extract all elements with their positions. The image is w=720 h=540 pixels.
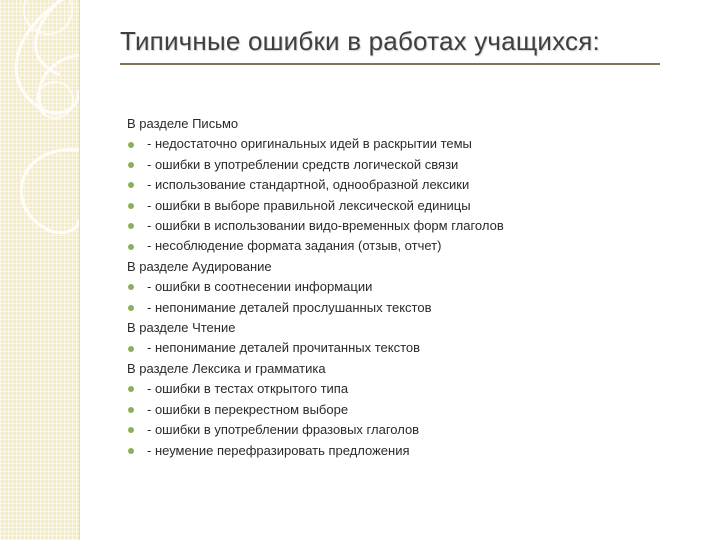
list-item bbox=[127, 134, 697, 154]
bullet-icon bbox=[127, 407, 147, 413]
section-heading-text: В разделе Чтение bbox=[127, 320, 236, 336]
list-item bbox=[127, 216, 697, 236]
bullet-icon bbox=[127, 203, 147, 209]
list-item-text: - непонимание деталей прослушанных текстов bbox=[147, 299, 432, 315]
section-heading-text: В разделе Аудирование bbox=[127, 258, 272, 274]
list-item bbox=[127, 236, 697, 256]
page-title: Типичные ошибки в работах учащихся: bbox=[120, 26, 600, 56]
bullet-icon bbox=[127, 305, 147, 311]
section-heading-text: В разделе Письмо bbox=[127, 116, 239, 131]
list-item-text: - несоблюдение формата задания (отзыв, отчет) bbox=[147, 238, 442, 254]
decorative-swirl bbox=[0, 0, 79, 540]
list-item-text: - ошибки в выборе правильной лексической единицы bbox=[147, 197, 471, 213]
section-heading-text: В разделе Лексика и грамматика bbox=[127, 360, 326, 376]
bullet-icon bbox=[127, 427, 147, 433]
section-heading bbox=[127, 359, 697, 379]
bullet-icon bbox=[127, 244, 147, 250]
list-item bbox=[127, 400, 697, 420]
bullet-icon bbox=[127, 182, 147, 188]
list-item-text: - ошибки в тестах открытого типа bbox=[147, 381, 349, 397]
list-item bbox=[127, 196, 697, 216]
list-item bbox=[127, 155, 697, 175]
list-item-text: - ошибки в употреблении фразовых глаголов bbox=[147, 422, 420, 438]
list-item bbox=[127, 338, 697, 358]
bullet-icon bbox=[127, 142, 147, 148]
bullet-icon bbox=[127, 162, 147, 168]
list-item-text: - ошибки в перекрестном выборе bbox=[147, 401, 349, 417]
list-item-text: - ошибки в употреблении средств логической связи bbox=[147, 156, 459, 172]
list-item-text: - недостаточно оригинальных идей в раскрытии темы bbox=[147, 136, 472, 152]
bullet-icon bbox=[127, 386, 147, 392]
list-item-text: - использование стандартной, однообразной лексики bbox=[147, 177, 470, 193]
section-heading bbox=[127, 318, 697, 338]
bullet-icon bbox=[127, 448, 147, 454]
list-item bbox=[127, 175, 697, 195]
list-item bbox=[127, 441, 697, 461]
list-item bbox=[127, 379, 697, 399]
list-item-text: - непонимание деталей прочитанных текстов bbox=[147, 340, 421, 356]
title-underline bbox=[120, 63, 660, 65]
list-item bbox=[127, 420, 697, 440]
list-item bbox=[127, 277, 697, 297]
list-item bbox=[127, 298, 697, 318]
decorative-side-panel bbox=[0, 0, 80, 540]
bullet-icon bbox=[127, 346, 147, 352]
bullet-icon bbox=[127, 284, 147, 290]
bullet-icon bbox=[127, 223, 147, 229]
section-heading bbox=[127, 114, 697, 134]
list-item-text: - ошибки в использовании видо-временных форм глаголов bbox=[147, 218, 504, 234]
content-list bbox=[127, 114, 697, 461]
list-item-text: - неумение перефразировать предложения bbox=[147, 442, 410, 458]
section-heading bbox=[127, 257, 697, 277]
list-item-text: - ошибки в соотнесении информации bbox=[147, 279, 373, 295]
